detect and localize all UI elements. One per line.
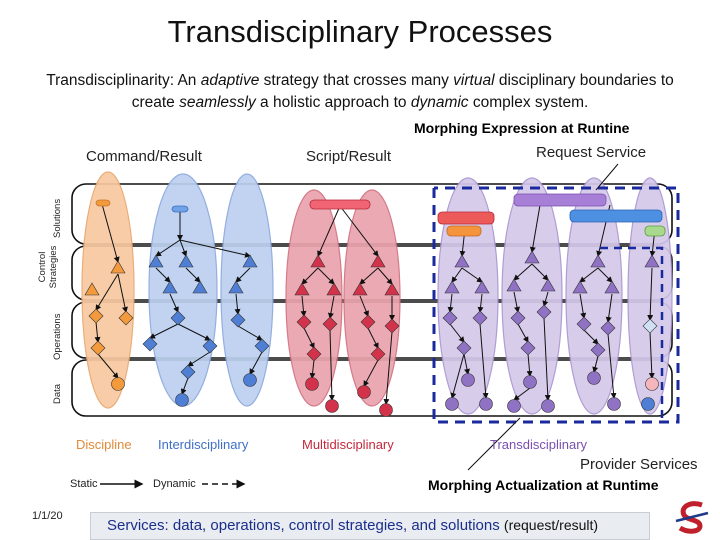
services-prefix: Services [107, 517, 165, 534]
date-footer: 1/1/20 [32, 510, 63, 522]
subtitle-part: create [131, 94, 180, 111]
subtitle-emphasis: virtual [453, 72, 495, 89]
subtitle-part: Transdisciplinarity: An [46, 72, 201, 89]
subtitle-part: strategy that crosses many [259, 72, 454, 89]
data-circle-node [480, 398, 493, 411]
data-circle-node [608, 398, 621, 411]
morphing-actualization-label: Morphing Actualization at Runtime [428, 477, 659, 493]
provider-services-label: Provider Services [580, 456, 698, 473]
solution-bar [438, 212, 494, 224]
logo-icon [672, 497, 714, 537]
category-interdisciplinary: Interdisciplinary [158, 437, 249, 452]
solution-bar [514, 194, 606, 206]
data-circle-node [588, 372, 601, 385]
data-circle-node [642, 398, 655, 411]
row-label-data: Data [52, 383, 63, 404]
solution-bar [172, 206, 188, 212]
subtitle-part: complex system. [468, 94, 589, 111]
data-circle-node [306, 378, 319, 391]
script-result-label: Script/Result [306, 148, 392, 165]
data-circle-node [112, 378, 125, 391]
row-label-solutions: Solutions [52, 198, 63, 238]
dynamic-label: Dynamic [153, 478, 196, 490]
solution-bar [96, 200, 110, 206]
subtitle-emphasis: dynamic [410, 94, 469, 111]
solution-bar [570, 210, 662, 222]
request-service-label: Request Service [536, 144, 647, 161]
morphing-expression-label: Morphing Expression at Runtine [414, 120, 630, 136]
slide-subtitle [20, 70, 700, 114]
category-multidisciplinary: Multidisciplinary [302, 437, 394, 452]
data-circle-node [326, 400, 339, 413]
discipline-oval [221, 174, 273, 406]
services-caption [90, 512, 650, 540]
subtitle-emphasis: adaptive [200, 72, 260, 89]
subtitle-emphasis: seamlessly [179, 94, 256, 111]
services-body: : data, operations, control strategies, and solutions [164, 517, 504, 534]
subtitle-part: a holistic approach to [255, 94, 411, 111]
category-discipline: Discipline [76, 437, 132, 452]
data-circle-node [508, 400, 521, 413]
data-circle-node [646, 378, 659, 391]
data-circle-node [176, 394, 189, 407]
row-label-operations: Operations [52, 313, 63, 360]
row-label-control-strategies: Control Strategies [37, 245, 59, 289]
static-label: Static [70, 478, 98, 490]
category-transdisciplinary: Transdisciplinary [490, 437, 588, 452]
data-circle-node [358, 386, 371, 399]
solution-bar [447, 226, 481, 236]
data-circle-node [446, 398, 459, 411]
subtitle-part: disciplinary boundaries to [494, 72, 674, 89]
data-circle-node [244, 374, 257, 387]
data-circle-node [462, 374, 475, 387]
services-tail: (request/result) [503, 517, 599, 533]
solution-bar [645, 226, 665, 236]
data-circle-node [542, 400, 555, 413]
data-circle-node [524, 376, 537, 389]
slide-title: Transdisciplinary Processes [167, 14, 553, 49]
data-circle-node [380, 404, 393, 417]
solution-bar [310, 200, 370, 209]
command-result-label: Command/Result [86, 148, 202, 165]
